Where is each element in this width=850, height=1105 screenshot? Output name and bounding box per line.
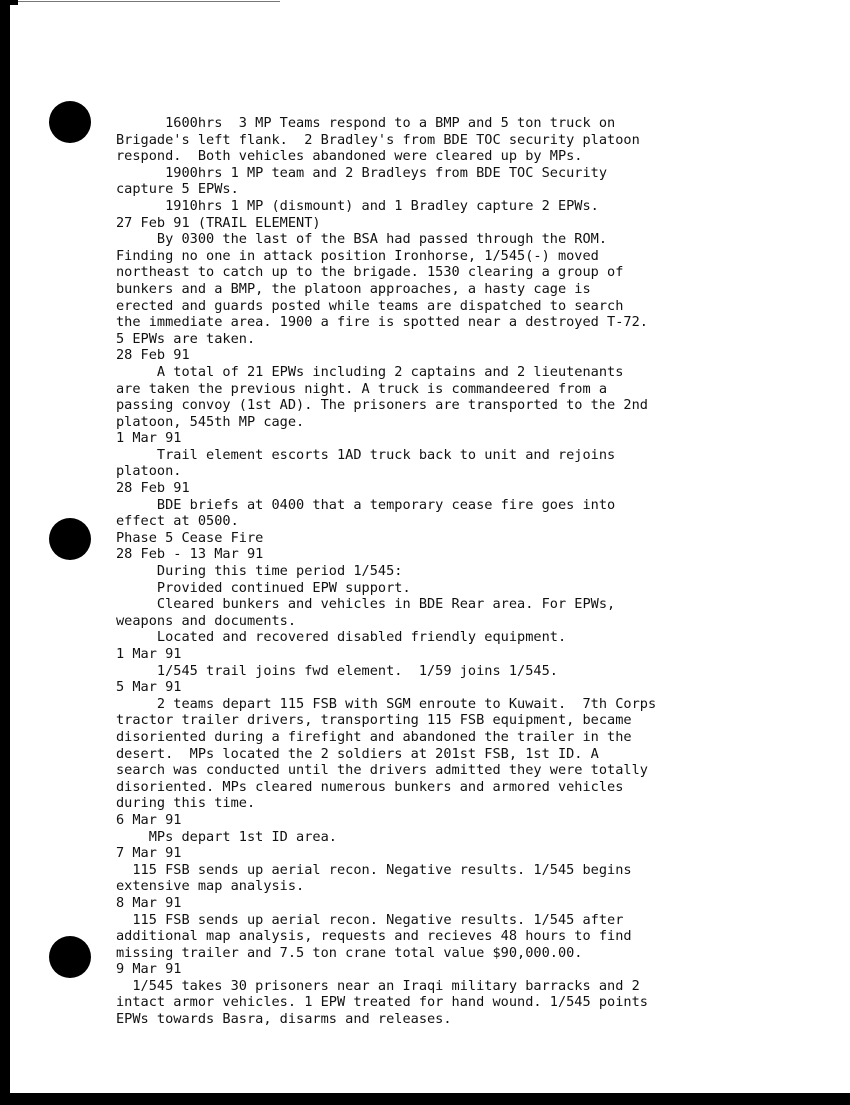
scan-left-edge — [0, 0, 10, 1105]
scan-top-edge-line — [18, 1, 280, 2]
text-line: effect at 0500. — [116, 513, 239, 530]
text-line: 28 Feb 91 — [116, 480, 190, 497]
text-line: 115 FSB sends up aerial recon. Negative results. 1/545 after — [116, 911, 624, 928]
text-line: 7 Mar 91 — [116, 845, 182, 862]
text-line: Trail element escorts 1AD truck back to unit and rejoins — [116, 446, 616, 463]
text-line: 1/545 trail joins fwd element. 1/59 joins 1/545. — [116, 662, 558, 679]
text-line: search was conducted until the drivers admitted they were totally — [116, 762, 648, 779]
text-line: Provided continued EPW support. — [116, 579, 411, 596]
text-line: Phase 5 Cease Fire — [116, 529, 264, 546]
scan-bottom-edge — [10, 1093, 850, 1105]
text-line: missing trailer and 7.5 ton crane total value $90,000.00. — [116, 944, 583, 961]
text-line: weapons and documents. — [116, 612, 297, 629]
text-line: During this time period 1/545: — [116, 563, 403, 580]
binder-hole-bottom — [49, 936, 91, 978]
text-line: the immediate area. 1900 a fire is spotted near a destroyed T-72. — [116, 314, 648, 331]
document-body-text — [116, 115, 846, 1028]
text-line: 1 Mar 91 — [116, 430, 182, 447]
text-line: Finding no one in attack position Ironhorse, 1/545(-) moved — [116, 247, 599, 264]
text-line: 1 Mar 91 — [116, 646, 182, 662]
text-line: respond. Both vehicles abandoned were cleared up by MPs. — [116, 148, 583, 165]
text-line: platoon, 545th MP cage. — [116, 413, 305, 430]
text-line: 9 Mar 91 — [116, 961, 182, 978]
text-line: 1/545 takes 30 prisoners near an Iraqi military barracks and 2 — [116, 977, 640, 994]
text-line: 115 FSB sends up aerial recon. Negative results. 1/545 begins — [116, 861, 632, 878]
text-line: 28 Feb 91 — [116, 347, 190, 364]
text-line: 8 Mar 91 — [116, 894, 182, 911]
text-line: 1900hrs 1 MP team and 2 Bradleys from BDE TOC Security — [116, 164, 608, 181]
text-line: 6 Mar 91 — [116, 811, 182, 828]
text-line: extensive map analysis. — [116, 878, 305, 895]
binder-hole-middle — [49, 518, 91, 560]
text-line: tractor trailer drivers, transporting 115 FSB equipment, became — [116, 712, 632, 729]
text-line: By 0300 the last of the BSA had passed through the ROM. — [116, 231, 608, 248]
text-line: capture 5 EPWs. — [116, 181, 239, 198]
text-line: Brigade's left flank. 2 Bradley's from BDE TOC security platoon — [116, 131, 640, 148]
text-line: 28 Feb - 13 Mar 91 — [116, 546, 264, 563]
text-line: disoriented. MPs cleared numerous bunkers and armored vehicles — [116, 778, 624, 795]
text-line: A total of 21 EPWs including 2 captains and 2 lieutenants — [116, 363, 624, 380]
text-line: disoriented during a firefight and abandoned the trailer in the — [116, 728, 632, 745]
text-line: intact armor vehicles. 1 EPW treated for hand wound. 1/545 points — [116, 994, 648, 1011]
text-line: bunkers and a BMP, the platoon approaches, a hasty cage is — [116, 280, 591, 297]
scan-top-corner-mark — [10, 0, 18, 5]
text-line: platoon. — [116, 463, 182, 480]
text-line: Located and recovered disabled friendly equipment. — [116, 629, 567, 646]
text-line: 5 EPWs are taken. — [116, 330, 256, 347]
text-line: 2 teams depart 115 FSB with SGM enroute to Kuwait. 7th Corps — [116, 695, 657, 712]
text-line: northeast to catch up to the brigade. 1530 clearing a group of — [116, 264, 624, 281]
text-line: MPs depart 1st ID area. — [116, 828, 337, 845]
text-line: 1910hrs 1 MP (dismount) and 1 Bradley capture 2 EPWs. — [116, 197, 599, 214]
text-line: are taken the previous night. A truck is commandeered from a — [116, 380, 608, 397]
text-line: 5 Mar 91 — [116, 679, 182, 696]
text-line: 1600hrs 3 MP Teams respond to a BMP and 5 ton truck on — [116, 115, 616, 131]
text-line: BDE briefs at 0400 that a temporary cease fire goes into — [116, 496, 616, 513]
text-line: EPWs towards Basra, disarms and releases. — [116, 1011, 452, 1028]
binder-hole-top — [49, 101, 91, 143]
text-line: Cleared bunkers and vehicles in BDE Rear area. For EPWs, — [116, 596, 616, 613]
text-line: desert. MPs located the 2 soldiers at 201st FSB, 1st ID. A — [116, 745, 599, 762]
text-line: erected and guards posted while teams are dispatched to search — [116, 297, 624, 314]
text-line: additional map analysis, requests and recieves 48 hours to find — [116, 928, 632, 945]
text-line: passing convoy (1st AD). The prisoners are transported to the 2nd — [116, 397, 648, 414]
text-line: 27 Feb 91 (TRAIL ELEMENT) — [116, 214, 321, 231]
text-line: during this time. — [116, 795, 256, 812]
